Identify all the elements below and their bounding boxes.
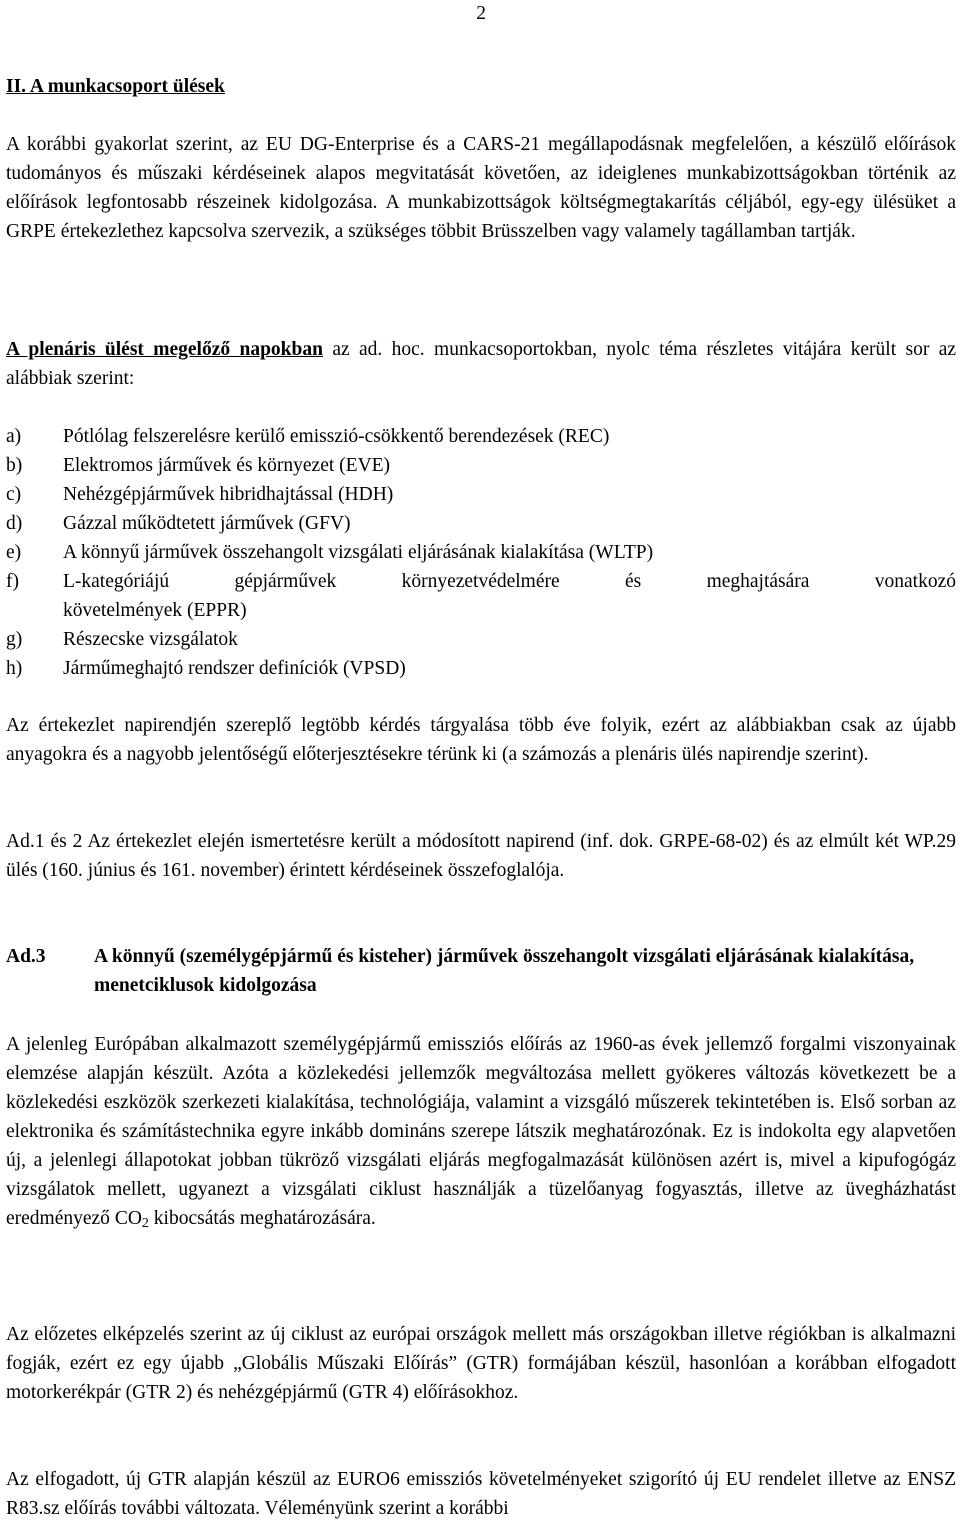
co2-label	[115, 1208, 149, 1229]
list-marker: d)	[6, 513, 23, 534]
document-page	[6, 0, 956, 1521]
paragraph-wltp-text: A jelenleg Európában alkalmazott személygépjármű emissziós előírás az 1960-as évek jellemző forgalmi viszonyainak elemzése alapján készült. Azóta a közlekedési jellemzők megváltozása mellett gyökeres változás következett be a közlekedési eszközök szerkezeti kialakítása, technológiája, valamint a vizsgáló műszerek tekintetében is. Első sorban az elektronika és számítástechnika egyre inkább domináns szerepe látszik meghatározónak. Ez is indokolta egy alapvetően új, a jelenlegi állapotokat jobban tükröző vizsgálati eljárás megfogalmazását különösen azért is, mivel a kipufogógáz vizsgálatok mellett, ugyanezt a vizsgálati ciklust használják a tüzelőanyag fogyasztás, illetve az üvegházhatást eredményező	[6, 1034, 956, 1229]
ad3-label: Ad.3	[6, 946, 46, 967]
list-text: Gázzal működtetett járművek (GFV)	[63, 513, 351, 534]
paragraph-wltp-end: kibocsátás meghatározására.	[148, 1208, 376, 1229]
paragraph-ad1-2: Ad.1 és 2 Az értekezlet elején ismertetésre került a módosított napirend (inf. dok. GRPE-68-02) és az elmúlt két WP.29 ülés (160. június és 161. november) érintett kérdéseinek összefoglalója.	[6, 831, 956, 881]
paragraph-wltp-background	[6, 1030, 956, 1238]
list-text	[63, 567, 956, 625]
list-item	[6, 567, 956, 625]
list-item	[6, 509, 956, 538]
co2-subscript: 2	[141, 1216, 149, 1231]
ad3-heading	[6, 942, 956, 1000]
paragraph-intro: A korábbi gyakorlat szerint, az EU DG-Enterprise és a CARS-21 megállapodásnak megfelelően, a készülő előírások tudományos és műszaki kérdéseinek alapos megvitatását követően, az ideiglenes munkabizottságokban történik az előírások legfontosabb részeinek kidolgozása. A munkabizottságok költségmegtakarítás céljából, egy-egy ülésüket a GRPE értekezlethez kapcsolva szervezik, a szükséges többit Brüsszelben vagy valamely tagállamban tartják.	[6, 134, 956, 242]
list-marker: b)	[6, 455, 23, 476]
list-item	[6, 451, 956, 480]
list-marker: f)	[6, 571, 19, 592]
paragraph-lead-rest: az ad. hoc. munkacsoportokban, nyolc téma részletes vitájára került sor az alábbiak szerint:	[6, 339, 956, 389]
list-marker: e)	[6, 542, 22, 563]
paragraph-lead-underlined: A plenáris ülést megelőző napokban	[6, 339, 323, 360]
list-marker: g)	[6, 629, 23, 650]
list-text: Járműmeghajtó rendszer definíciók (VPSD)	[63, 658, 406, 679]
list-item	[6, 625, 956, 654]
list-text: Nehézgépjárművek hibridhajtással (HDH)	[63, 484, 394, 505]
list-item	[6, 422, 956, 451]
paragraph-workgroups	[6, 335, 956, 393]
list-item	[6, 654, 956, 683]
topic-list	[6, 422, 956, 683]
list-text: Részecske vizsgálatok	[63, 629, 238, 650]
co2-co: CO	[114, 1208, 142, 1229]
list-text: A könnyű járművek összehangolt vizsgálati eljárásának kialakítása (WLTP)	[63, 542, 654, 563]
list-text: Pótlólag felszerelésre kerülő emisszió-csökkentő berendezések (REC)	[63, 426, 610, 447]
list-text: Elektromos járművek és környezet (EVE)	[63, 455, 391, 476]
paragraph-gtr: Az előzetes elképzelés szerint az új ciklust az európai országok mellett más országokban illetve régiókban is alkalmazni fogják, ezért ez egy újabb „Globális Műszaki Előírás” (GTR) formájában készül, hasonlóan a korábban elfogadott motorkerékpár (GTR 2) és nehézgépjármű (GTR 4) előírásokhoz.	[6, 1324, 956, 1403]
list-marker: h)	[6, 658, 23, 679]
list-text-line1: L-kategóriájú gépjárművek környezetvédelmére és meghajtására vonatkozó	[63, 571, 956, 592]
list-text-line2: követelmények (EPPR)	[63, 600, 247, 621]
paragraph-euro6: Az elfogadott, új GTR alapján készül az EURO6 emissziós követelményeket szigorító új EU rendelet illetve az ENSZ R83.sz előírás további változata. Véleményünk szerint a korábbi	[6, 1469, 956, 1519]
section-title: II. A munkacsoport ülések	[6, 76, 225, 97]
ad3-title: A könnyű (személygépjármű és kisteher) járművek összehangolt vizsgálati eljárásának kialakítása, menetciklusok kidolgozása	[94, 946, 915, 996]
page-number: 2	[476, 3, 486, 24]
list-item	[6, 538, 956, 567]
paragraph-agenda: Az értekezlet napirendjén szereplő legtöbb kérdés tárgyalása több éve folyik, ezért az alábbiakban csak az újabb anyagokra és a nagyobb jelentőségű előterjesztésekre térünk ki (a számozás a plenáris ülés napirendje szerint).	[6, 715, 956, 765]
list-item	[6, 480, 956, 509]
list-marker: a)	[6, 426, 22, 447]
list-marker: c)	[6, 484, 22, 505]
